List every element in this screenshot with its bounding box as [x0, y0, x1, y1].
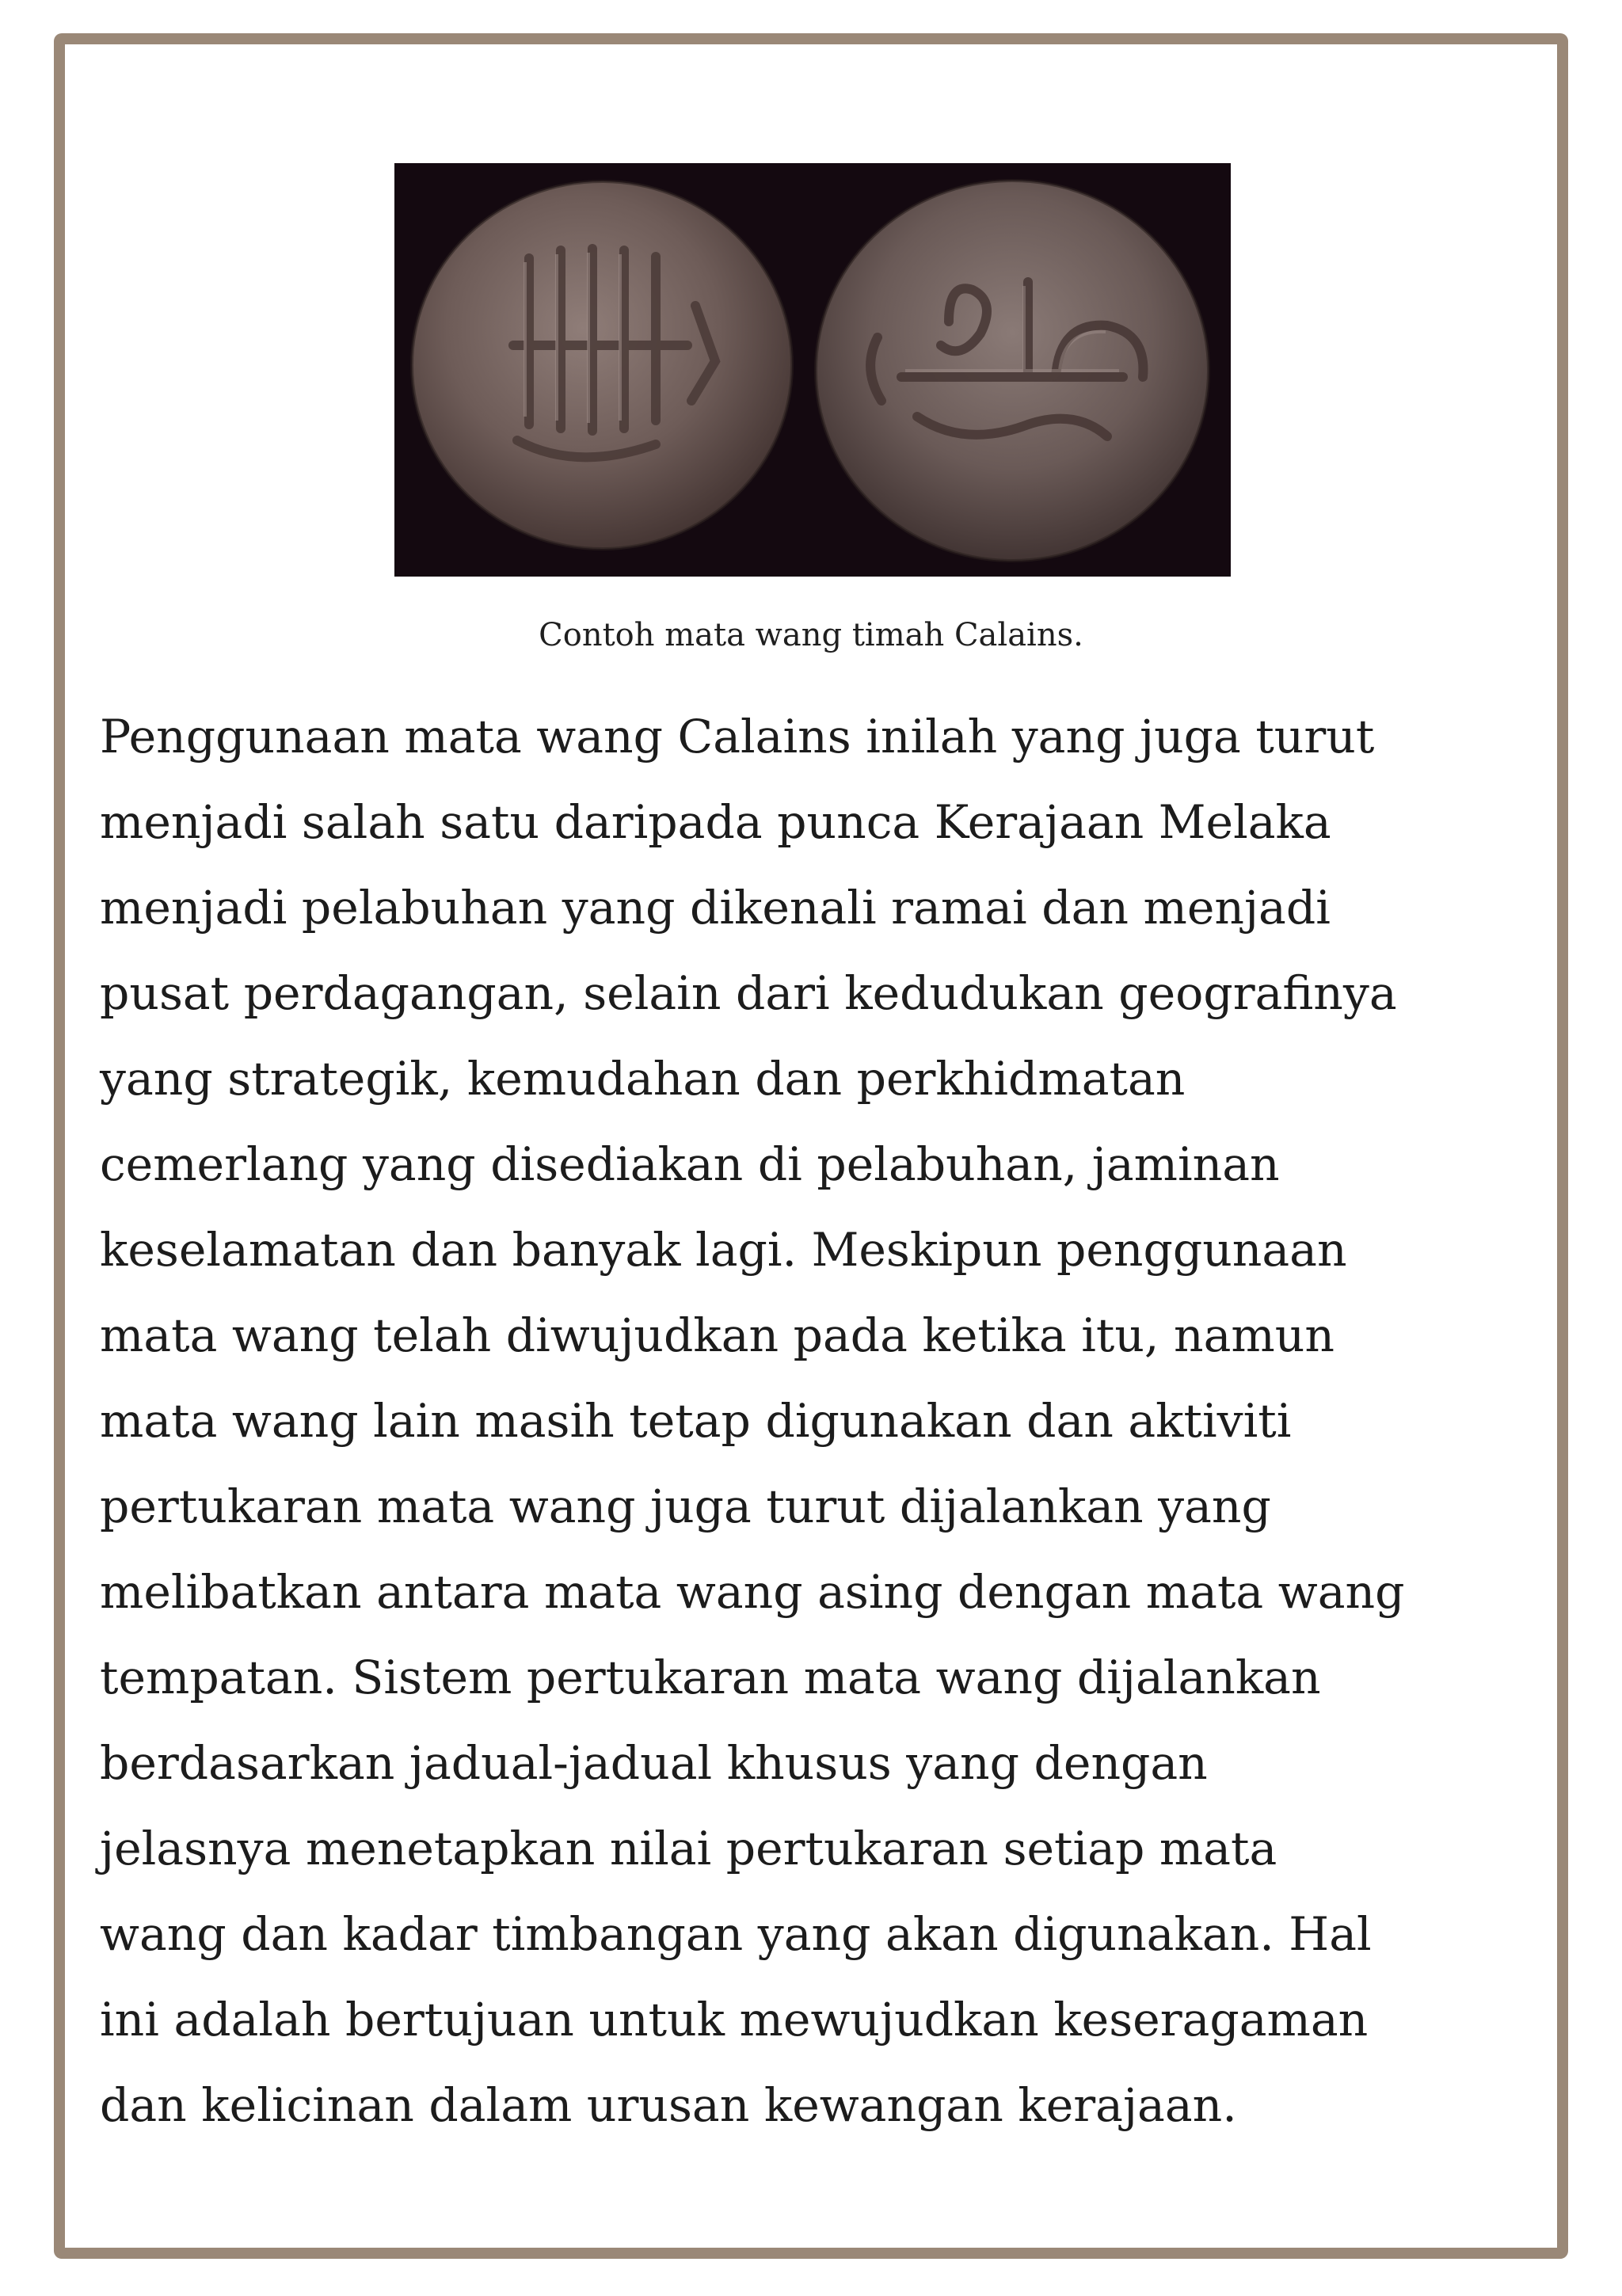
paragraph-line: wang dan kadar timbangan yang akan digunakan. Hal [100, 1907, 1372, 1961]
paragraph-line: mata wang lain masih tetap digunakan dan aktiviti [100, 1394, 1292, 1448]
paragraph-line: menjadi salah satu daripada punca Kerajaan Melaka [100, 795, 1331, 849]
paragraph-line: berdasarkan jadual-jadual khusus yang dengan [100, 1736, 1208, 1790]
coin-photo [394, 163, 1231, 577]
paragraph-line: pertukaran mata wang juga turut dijalankan yang [100, 1479, 1271, 1533]
paragraph-line: pusat perdagangan, selain dari kedudukan geografinya [100, 966, 1397, 1020]
paragraph-line: melibatkan antara mata wang asing dengan mata wang [100, 1565, 1405, 1619]
figure-caption: Contoh mata wang timah Calains. [539, 617, 1083, 653]
paragraph-line: cemerlang yang disediakan di pelabuhan, jaminan [100, 1137, 1280, 1191]
paragraph-line: tempatan. Sistem pertukaran mata wang dijalankan [100, 1651, 1321, 1704]
coins-illustration [394, 163, 1231, 577]
paragraph-line: mata wang telah diwujudkan pada ketika itu, namun [100, 1308, 1335, 1362]
paragraph-line: ini adalah bertujuan untuk mewujudkan keseragaman [100, 1993, 1369, 2047]
paragraph-line: Penggunaan mata wang Calains inilah yang juga turut [100, 710, 1375, 763]
paragraph-line: dan kelicinan dalam urusan kewangan kerajaan. [100, 2078, 1237, 2132]
coin-right [816, 181, 1209, 561]
paragraph-line: menjadi pelabuhan yang dikenali ramai dan menjadi [100, 881, 1331, 935]
coin-left [412, 181, 792, 549]
article-paragraph [100, 694, 1565, 2148]
paragraph-line: jelasnya menetapkan nilai pertukaran setiap mata [100, 1822, 1277, 1875]
paragraph-line: keselamatan dan banyak lagi. Meskipun penggunaan [100, 1223, 1347, 1277]
paragraph-line: yang strategik, kemudahan dan perkhidmatan [100, 1052, 1186, 1106]
